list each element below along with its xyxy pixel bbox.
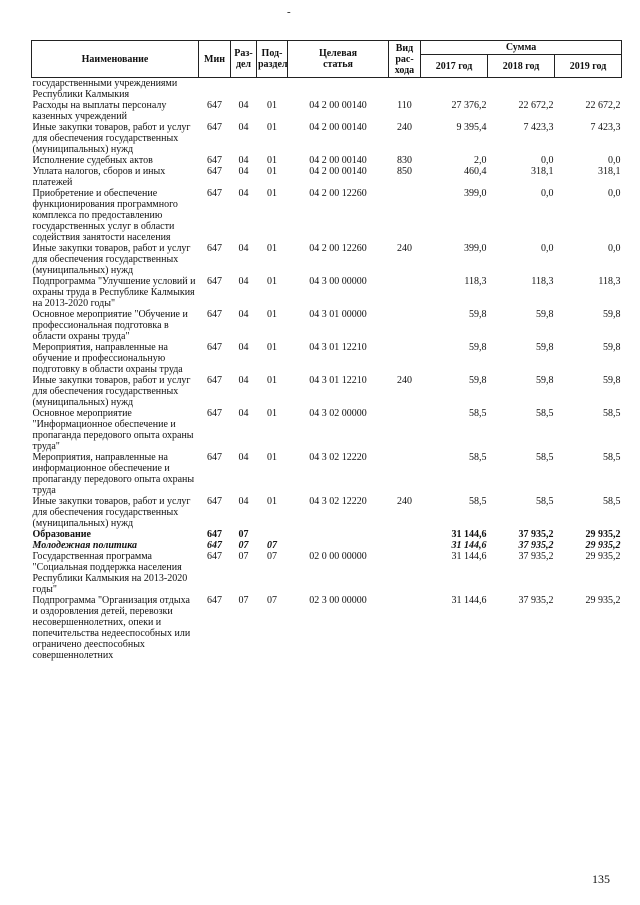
- cell-min: 647: [207, 375, 222, 386]
- table-row: [32, 188, 622, 243]
- header-tselevaya-statya: Целевая статья: [288, 41, 389, 78]
- cell-vid-raskhoda: 110: [397, 100, 412, 111]
- cell-2018: 0,0: [541, 188, 554, 199]
- table-row: [32, 342, 622, 375]
- cell-podrazdel: 01: [267, 166, 277, 177]
- cell-min: 647: [207, 243, 222, 254]
- cell-razdel: 04: [238, 375, 249, 386]
- cell-vid-raskhoda: [389, 529, 421, 540]
- header-razdel: Раз- дел: [231, 41, 257, 78]
- cell-min: 647: [207, 100, 222, 111]
- cell-2018: 59,8: [536, 309, 554, 320]
- header-summa: Сумма: [421, 41, 622, 55]
- cell-podrazdel: 01: [267, 375, 277, 386]
- cell-2018: 37 935,2: [518, 595, 554, 606]
- cell-vid-raskhoda: [389, 551, 421, 595]
- cell-2017: 118,3: [464, 276, 487, 287]
- table-row: [32, 276, 622, 309]
- cell-2018: 7 423,3: [523, 122, 554, 133]
- cell-2018: 0,0: [541, 155, 554, 166]
- cell-vid-raskhoda: 240: [397, 243, 412, 254]
- cell-razdel: [231, 78, 257, 101]
- cell-2017: 58,5: [469, 452, 487, 463]
- cell-tselevaya-statya: 04 3 01 12210: [309, 342, 367, 353]
- cell-2017: 399,0: [464, 243, 487, 254]
- cell-tselevaya-statya: 04 3 01 00000: [309, 309, 367, 320]
- cell-2019: 59,8: [603, 342, 621, 353]
- cell-tselevaya-statya: [288, 529, 389, 540]
- cell-min: 647: [207, 122, 222, 133]
- cell-2017: 27 376,2: [451, 100, 487, 111]
- table-row: [32, 452, 622, 496]
- cell-razdel: 04: [238, 188, 249, 199]
- cell-name: Уплата налогов, сборов и иных платежей: [32, 166, 166, 188]
- cell-tselevaya-statya: 04 2 00 12260: [309, 188, 367, 199]
- cell-2017: 31 144,6: [451, 529, 487, 540]
- cell-tselevaya-statya: 02 3 00 00000: [309, 595, 367, 606]
- cell-podrazdel: [257, 78, 288, 101]
- table-row: [32, 551, 622, 595]
- header-name: Наименование: [32, 41, 199, 78]
- cell-2019: 29 935,2: [585, 551, 621, 562]
- cell-razdel: 07: [238, 551, 249, 562]
- header-min: Мин: [199, 41, 231, 78]
- cell-min: 647: [207, 166, 222, 177]
- cell-podrazdel: 01: [267, 309, 277, 320]
- cell-tselevaya-statya: 04 2 00 00140: [309, 155, 367, 166]
- cell-min: 647: [207, 595, 222, 606]
- header-2018: 2018 год: [488, 55, 555, 78]
- budget-table: [31, 40, 622, 661]
- cell-2019: 29 935,2: [585, 595, 621, 606]
- cell-podrazdel: 01: [267, 276, 277, 287]
- cell-podrazdel: 01: [267, 243, 277, 254]
- cell-2018: 37 935,2: [518, 540, 554, 551]
- cell-name: государственными учреждениями Республики Калмыкия: [32, 78, 178, 100]
- cell-2018: 37 935,2: [518, 551, 554, 562]
- cell-vid-raskhoda: 240: [397, 375, 412, 386]
- cell-2019: 318,1: [598, 166, 621, 177]
- cell-tselevaya-statya: 04 3 02 12220: [309, 496, 367, 507]
- cell-2019: 0,0: [608, 188, 621, 199]
- cell-2019: 58,5: [603, 452, 621, 463]
- cell-2017: [421, 78, 488, 101]
- cell-razdel: 04: [238, 100, 249, 111]
- cell-vid-raskhoda: [389, 309, 421, 342]
- cell-2018: 318,1: [531, 166, 554, 177]
- cell-razdel: 04: [238, 166, 249, 177]
- cell-name: Иные закупки товаров, работ и услуг для обеспечения государственных (муниципальных) нужд: [32, 496, 191, 529]
- cell-min: 647: [207, 276, 222, 287]
- cell-vid-raskhoda: 830: [397, 155, 412, 166]
- cell-vid-raskhoda: [389, 540, 421, 551]
- cell-razdel: 04: [238, 155, 249, 166]
- cell-2019: 29 935,2: [585, 540, 621, 551]
- header-vid-raskhoda: Вид рас- хода: [389, 41, 421, 78]
- cell-name: Иные закупки товаров, работ и услуг для обеспечения государственных (муниципальных) нужд: [32, 122, 191, 155]
- table-row: [32, 408, 622, 452]
- cell-2018: 37 935,2: [518, 529, 554, 540]
- cell-podrazdel: 01: [267, 188, 277, 199]
- cell-razdel: 04: [238, 408, 249, 419]
- cell-tselevaya-statya: 04 3 01 12210: [309, 375, 367, 386]
- cell-name: Образование: [32, 529, 91, 540]
- cell-podrazdel: 07: [267, 595, 277, 606]
- cell-2017: 460,4: [464, 166, 487, 177]
- cell-name: Подпрограмма "Улучшение условий и охраны труда в Республике Калмыкия на 2013-2020 годы": [32, 276, 196, 309]
- cell-2017: 31 144,6: [451, 595, 487, 606]
- cell-razdel: 07: [238, 529, 249, 540]
- cell-podrazdel: [257, 529, 288, 540]
- cell-tselevaya-statya: 04 2 00 00140: [309, 122, 367, 133]
- cell-vid-raskhoda: 850: [397, 166, 412, 177]
- cell-2019: 59,8: [603, 375, 621, 386]
- header-2019: 2019 год: [555, 55, 622, 78]
- cell-podrazdel: 01: [267, 155, 277, 166]
- cell-2019: 58,5: [603, 408, 621, 419]
- cell-2017: 2,0: [474, 155, 487, 166]
- cell-min: [199, 78, 231, 101]
- cell-2018: 58,5: [536, 452, 554, 463]
- cell-tselevaya-statya: 04 2 00 00140: [309, 166, 367, 177]
- cell-name: Мероприятия, направленные на обучение и профессиональную подготовку в области охраны труда: [32, 342, 183, 375]
- cell-2019: [555, 78, 622, 101]
- cell-tselevaya-statya: [288, 540, 389, 551]
- cell-min: 647: [207, 309, 222, 320]
- cell-min: 647: [207, 452, 222, 463]
- cell-podrazdel: 01: [267, 452, 277, 463]
- cell-name: Государственная программа "Социальная поддержка населения Республики Калмыкия на 2013-2020 годы": [32, 551, 188, 595]
- cell-min: 647: [207, 540, 222, 551]
- cell-2019: 59,8: [603, 309, 621, 320]
- cell-2017: 399,0: [464, 188, 487, 199]
- cell-2017: 59,8: [469, 375, 487, 386]
- cell-min: 647: [207, 529, 222, 540]
- cell-podrazdel: 07: [267, 551, 277, 562]
- cell-podrazdel: 01: [267, 122, 277, 133]
- cell-podrazdel: 01: [267, 100, 277, 111]
- top-mark: -: [287, 6, 291, 18]
- table-row: [32, 122, 622, 155]
- cell-2019: 0,0: [608, 155, 621, 166]
- cell-vid-raskhoda: [389, 78, 421, 101]
- cell-vid-raskhoda: [389, 188, 421, 243]
- cell-name: Приобретение и обеспечение функционирования программного комплекса по предоставлению государственных услуг в области содействия занятости населения: [32, 188, 178, 243]
- cell-razdel: 04: [238, 309, 249, 320]
- cell-vid-raskhoda: 240: [397, 122, 412, 133]
- cell-name: Мероприятия, направленные на информационное обеспечение и пропаганду передового опыта охраны труда: [32, 452, 195, 496]
- cell-2017: 59,8: [469, 309, 487, 320]
- cell-2018: 58,5: [536, 408, 554, 419]
- table-row: [32, 166, 622, 188]
- cell-podrazdel: 01: [267, 496, 277, 507]
- cell-2018: 118,3: [531, 276, 554, 287]
- cell-tselevaya-statya: 02 0 00 00000: [309, 551, 367, 562]
- cell-2019: 29 935,2: [585, 529, 621, 540]
- cell-name: Иные закупки товаров, работ и услуг для обеспечения государственных (муниципальных) нужд: [32, 375, 191, 408]
- cell-razdel: 04: [238, 496, 249, 507]
- table-body: [32, 78, 622, 662]
- cell-2017: 59,8: [469, 342, 487, 353]
- cell-name: Основное мероприятие "Информационное обеспечение и пропаганда передового опыта охраны труда": [32, 408, 194, 452]
- cell-min: 647: [207, 408, 222, 419]
- cell-2019: 118,3: [598, 276, 621, 287]
- page-number: 135: [592, 872, 610, 886]
- cell-podrazdel: 01: [267, 408, 277, 419]
- cell-vid-raskhoda: [389, 595, 421, 661]
- cell-min: 647: [207, 551, 222, 562]
- table-row: [32, 375, 622, 408]
- cell-vid-raskhoda: [389, 342, 421, 375]
- table-row: [32, 529, 622, 540]
- cell-2018: 0,0: [541, 243, 554, 254]
- cell-razdel: 07: [238, 540, 249, 551]
- cell-2018: [488, 78, 555, 101]
- cell-name: Подпрограмма "Организация отдыха и оздоровления детей, перевозки несовершеннолетних, опеки и попечительства недееспособных или ограничено дееспособных совершеннолетних: [32, 595, 191, 661]
- cell-razdel: 04: [238, 452, 249, 463]
- cell-2019: 0,0: [608, 243, 621, 254]
- table-row: [32, 243, 622, 276]
- table-row: [32, 155, 622, 166]
- cell-min: 647: [207, 155, 222, 166]
- cell-podrazdel: 07: [267, 540, 277, 551]
- cell-2019: 7 423,3: [590, 122, 621, 133]
- table-row: [32, 100, 622, 122]
- cell-2017: 9 395,4: [456, 122, 487, 133]
- cell-2017: 31 144,6: [451, 540, 487, 551]
- table-row: [32, 78, 622, 101]
- cell-vid-raskhoda: [389, 452, 421, 496]
- cell-tselevaya-statya: 04 3 00 00000: [309, 276, 367, 287]
- cell-tselevaya-statya: 04 3 02 00000: [309, 408, 367, 419]
- cell-min: 647: [207, 188, 222, 199]
- table-row: [32, 496, 622, 529]
- table-row: [32, 540, 622, 551]
- cell-name: Исполнение судебных актов: [32, 155, 153, 166]
- cell-razdel: 07: [238, 595, 249, 606]
- cell-min: 647: [207, 342, 222, 353]
- cell-razdel: 04: [238, 342, 249, 353]
- table-row: [32, 595, 622, 661]
- cell-2017: 58,5: [469, 408, 487, 419]
- header-podrazdel: Под- раздел: [257, 41, 288, 78]
- cell-tselevaya-statya: 04 3 02 12220: [309, 452, 367, 463]
- cell-tselevaya-statya: [288, 78, 389, 101]
- cell-name: Иные закупки товаров, работ и услуг для обеспечения государственных (муниципальных) нужд: [32, 243, 191, 276]
- cell-2019: 22 672,2: [585, 100, 621, 111]
- header-2017: 2017 год: [421, 55, 488, 78]
- cell-razdel: 04: [238, 276, 249, 287]
- cell-2017: 31 144,6: [451, 551, 487, 562]
- cell-vid-raskhoda: [389, 408, 421, 452]
- cell-2019: 58,5: [603, 496, 621, 507]
- cell-2017: 58,5: [469, 496, 487, 507]
- cell-min: 647: [207, 496, 222, 507]
- cell-tselevaya-statya: 04 2 00 12260: [309, 243, 367, 254]
- table-row: [32, 309, 622, 342]
- cell-2018: 59,8: [536, 342, 554, 353]
- cell-name: Основное мероприятие "Обучение и профессиональная подготовка в области охраны труда": [32, 309, 188, 342]
- cell-2018: 22 672,2: [518, 100, 554, 111]
- cell-vid-raskhoda: [389, 276, 421, 309]
- cell-razdel: 04: [238, 243, 249, 254]
- cell-tselevaya-statya: 04 2 00 00140: [309, 100, 367, 111]
- cell-2018: 58,5: [536, 496, 554, 507]
- cell-name: Расходы на выплаты персоналу казенных учреждений: [32, 100, 167, 122]
- cell-razdel: 04: [238, 122, 249, 133]
- cell-name: Молодежная политика: [32, 540, 138, 551]
- cell-podrazdel: 01: [267, 342, 277, 353]
- cell-vid-raskhoda: 240: [397, 496, 412, 507]
- cell-2018: 59,8: [536, 375, 554, 386]
